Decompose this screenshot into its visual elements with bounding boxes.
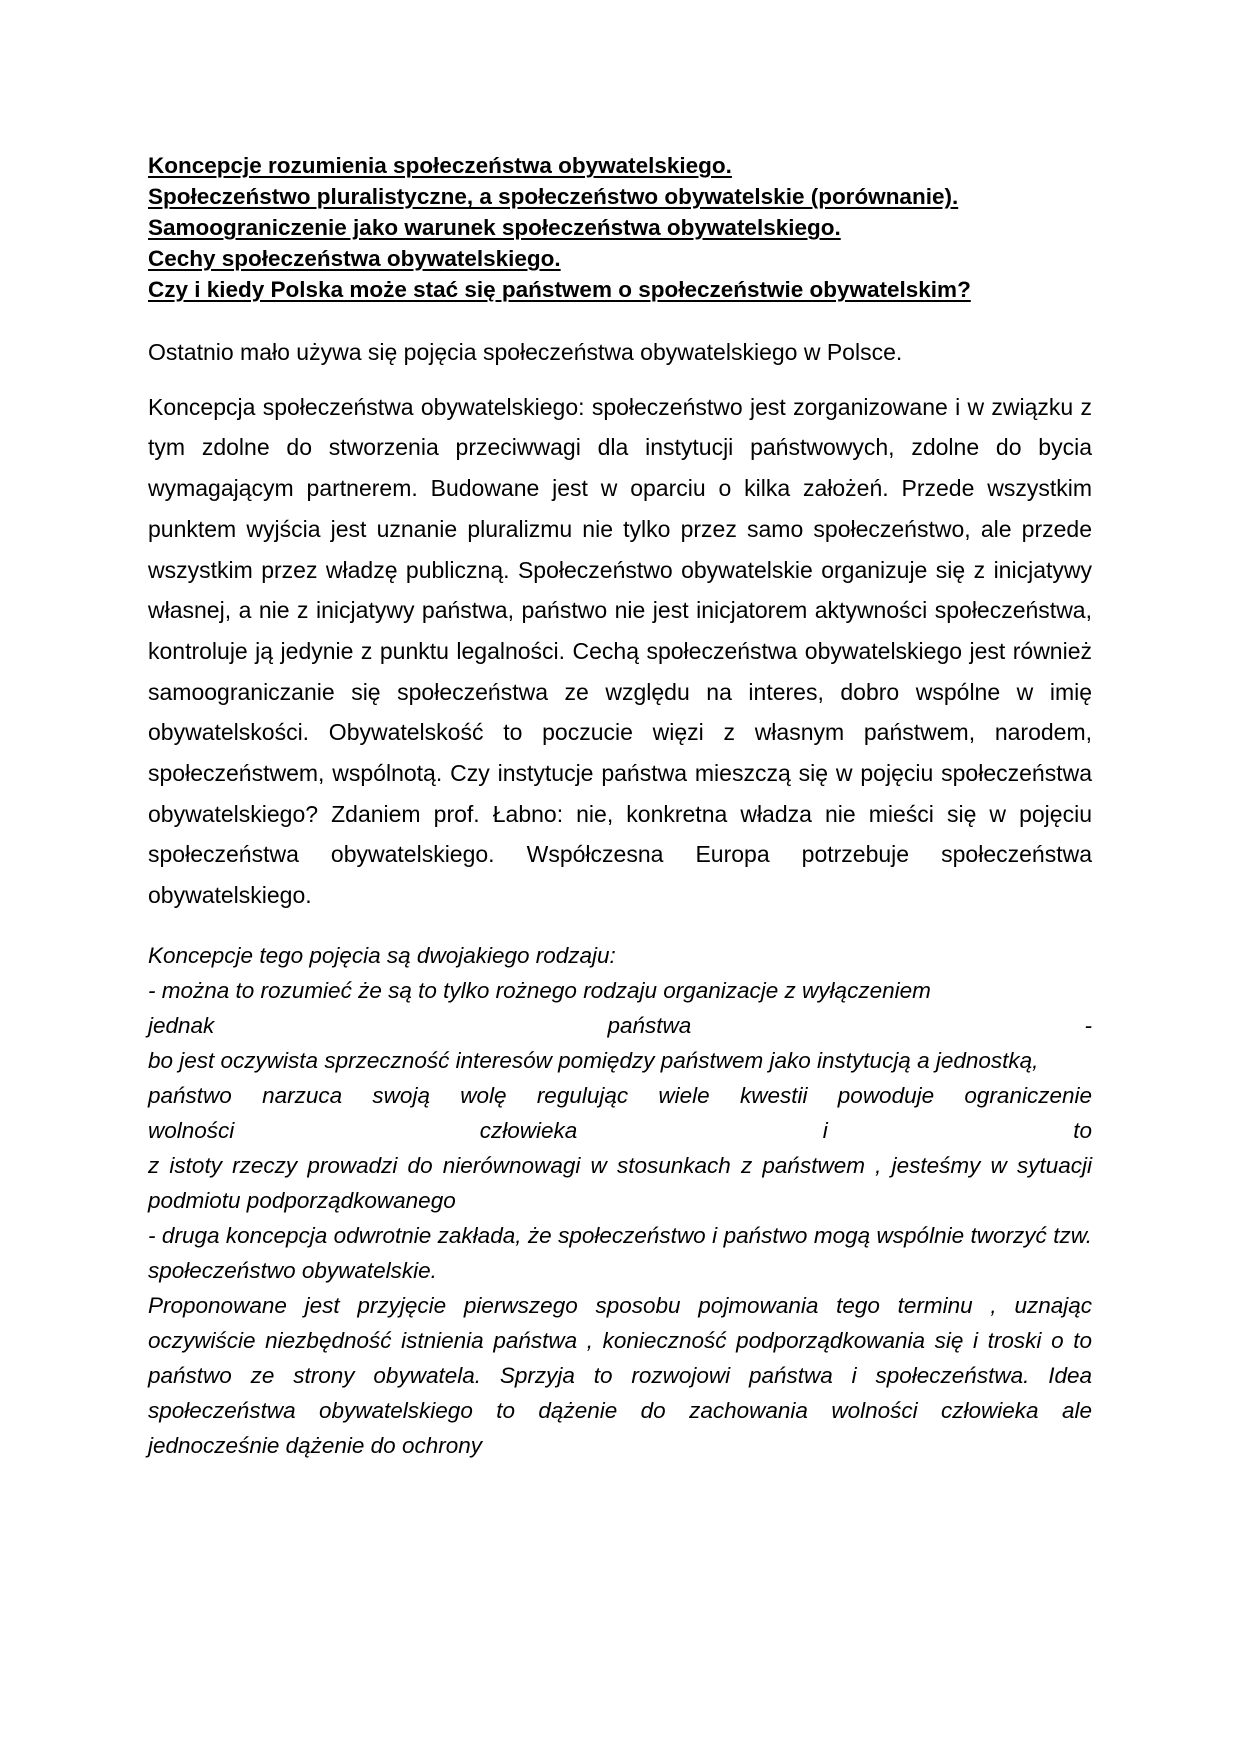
document-page bbox=[148, 150, 1092, 1463]
concept-1-line-a: - można to rozumieć że są to tylko rożnego rodzaju organizacje z wyłączeniem bbox=[148, 977, 931, 1003]
intro-paragraph: Ostatnio mało używa się pojęcia społeczeństwa obywatelskiego w Polsce. bbox=[148, 339, 903, 365]
concept-1-line-f: z istoty rzeczy prowadzi do nierównowagi w stosunkach z państwem , jesteśmy w sytuacji podmiotu podporządkowanego bbox=[148, 1152, 1092, 1213]
heading-5: Czy i kiedy Polska może stać się państwem o społeczeństwie obywatelskim? bbox=[148, 277, 971, 302]
concept-1-line-d: państwo narzuca swoją wolę regulując wiele kwestii powoduje ograniczenie bbox=[148, 1082, 1092, 1108]
heading-1: Koncepcje rozumienia społeczeństwa obywatelskiego. bbox=[148, 153, 732, 178]
heading-3: Samoograniczenie jako warunek społeczeństwa obywatelskiego. bbox=[148, 215, 841, 240]
heading-block bbox=[148, 150, 1092, 305]
concepts-intro: Koncepcje tego pojęcia są dwojakiego rodzaju: bbox=[148, 942, 616, 968]
conclusion-paragraph: Proponowane jest przyjęcie pierwszego sposobu pojmowania tego terminu , uznając oczywiście niezbędność istnienia państwa , konieczność podporządkowania się i troski o to państwo ze strony obywatela. Sprzyja to rozwojowi państwa i społeczeństwa. Idea społeczeństwa obywatelskiego to dążenie do zachowania wolności człowieka ale jednocześnie dążenie do ochrony bbox=[148, 1292, 1092, 1458]
concepts-section bbox=[148, 938, 1092, 1463]
concept-paragraph: Koncepcja społeczeństwa obywatelskiego: społeczeństwo jest zorganizowane i w związku z tym zdolne do stworzenia przeciwwagi dla instytucji państwowych, zdolne do bycia wymagającym partnerem. Budowane jest w oparciu o kilka założeń. Przede wszystkim punktem wyjścia jest uznanie pluralizmu nie tylko przez samo społeczeństwo, ale przede wszystkim przez władzę publiczną. Społeczeństwo obywatelskie organizuje się z inicjatywy własnej, a nie z inicjatywy państwa, państwo nie jest inicjatorem aktywności społeczeństwa, kontroluje ją jedynie z punktu legalności. Cechą społeczeństwa obywatelskiego jest również samoograniczanie się społeczeństwa ze względu na interes, dobro wspólne w imię obywatelskości. Obywatelskość to poczucie więzi z własnym państwem, narodem, społeczeństwem, wspólnotą. Czy instytucje państwa mieszczą się w pojęciu społeczeństwa obywatelskiego? Zdaniem prof. Łabno: nie, konkretna władza nie mieści się w pojęciu społeczeństwa obywatelskiego. Współczesna Europa potrzebuje społeczeństwa obywatelskiego. bbox=[148, 393, 1092, 909]
concept-1-line-e: wolności człowieka i to bbox=[148, 1117, 1092, 1143]
concept-1-line-b: jednak państwa - bbox=[148, 1012, 1092, 1038]
heading-2: Społeczeństwo pluralistyczne, a społeczeństwo obywatelskie (porównanie). bbox=[148, 184, 959, 209]
concept-2-paragraph: - druga koncepcja odwrotnie zakłada, że społeczeństwo i państwo mogą wspólnie tworzyć tzw. społeczeństwo obywatelskie. bbox=[148, 1222, 1092, 1283]
concept-1-line-c: bo jest oczywista sprzeczność interesów pomiędzy państwem jako instytucją a jednostką, bbox=[148, 1047, 1039, 1073]
heading-4: Cechy społeczeństwa obywatelskiego. bbox=[148, 246, 561, 271]
